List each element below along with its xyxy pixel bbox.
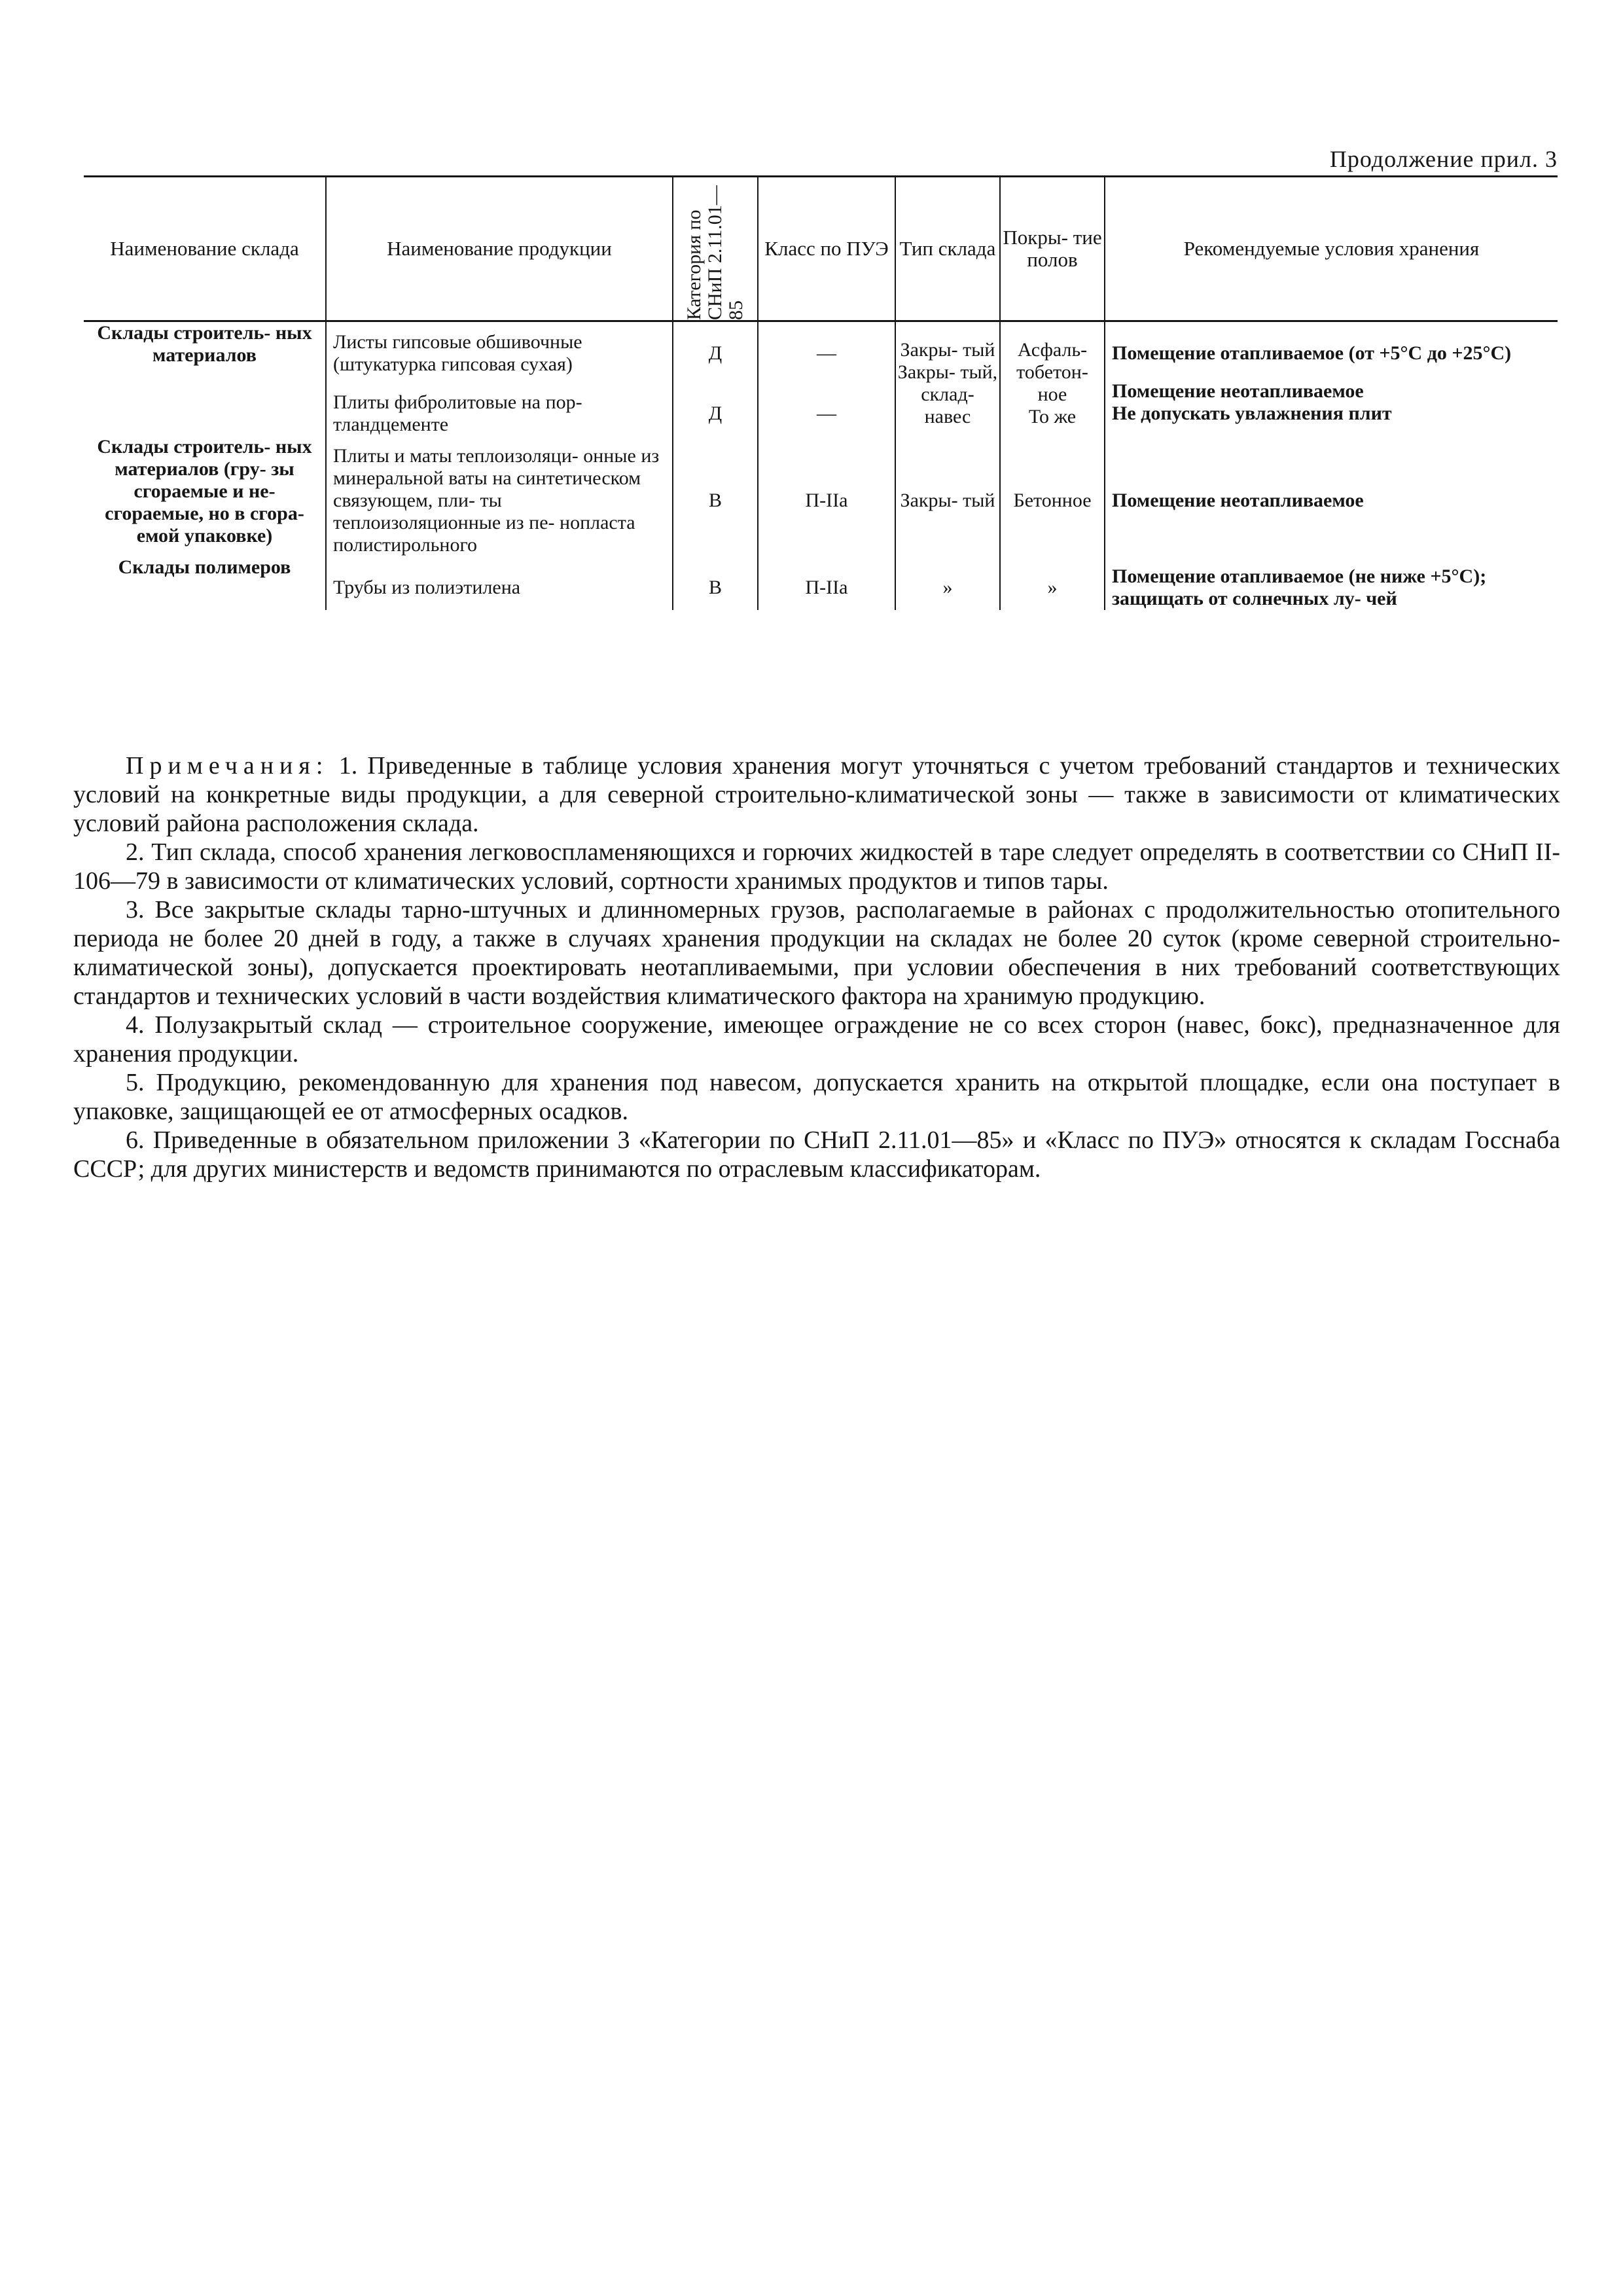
warehouse-cell: Склады строитель- ных материалов	[97, 322, 312, 366]
note-paragraph: 5. Продукцию, рекомендованную для хранения под навесом, допускается хранить на открытой площадке, если она поступает в упаковке, защищающей ее от атмосферных осадков.	[73, 1069, 1560, 1125]
category-cell	[673, 556, 758, 610]
category-value: Д	[708, 403, 722, 424]
note-paragraph: 2. Тип склада, способ хранения легковоспламеняющихся и горючих жидкостей в таре следует определять в соответствии со СНиП II-106—79 в зависимости от климатических условий, сортности хранимых продуктов и типов тары.	[73, 838, 1560, 895]
storage-conditions-cell	[1105, 321, 1558, 437]
warehouse-type-value: Закры- тый, склад- навес	[897, 361, 998, 427]
storage-conditions-value: Помещение неотапливаемое	[1112, 490, 1364, 511]
storage-conditions-value: Помещение отапливаемое (не ниже +5°С); защищать от солнечных лу- чей	[1112, 565, 1487, 609]
floor-covering-value: »	[1047, 577, 1058, 598]
warehouse-type-value: »	[942, 577, 953, 598]
header-warehouse-name: Наименование склада	[84, 177, 326, 321]
category-value: Д	[708, 342, 722, 364]
note-paragraph: 3. Все закрытые склады тарно-штучных и длинномерных грузов, располагаемые в районах с продолжительностью отопительного периода не более 20 дней в году, а также в случаях хранения продукции на складах не более 20 суток (кроме северной строительно-климатической зоны), допускается проектировать неотапливаемыми, при условии обеспечения в них требований соответствующих стандартов и технических условий в части воздействия климатического фактора на хранимую продукцию.	[73, 896, 1560, 1010]
product-cell	[326, 321, 673, 437]
storage-conditions-cell	[1105, 556, 1558, 610]
product-name: Трубы из полиэтилена	[333, 577, 521, 598]
pue-class-cell	[758, 556, 895, 610]
table-row	[84, 556, 1558, 610]
warehouse-type-cell	[895, 556, 1000, 610]
header-floor-covering: Покры- тие полов	[1000, 177, 1105, 321]
pue-class-value: П-IIа	[805, 577, 848, 598]
storage-conditions-cell	[1105, 436, 1558, 556]
pue-class-value: —	[817, 342, 836, 364]
floor-covering-value: Асфаль- тобетон- ное	[1016, 339, 1088, 405]
warehouse-type-value: Закры- тый	[900, 490, 995, 511]
warehouse-cell: Склады строитель- ных материалов (гру- зы сгораемые и не- сгораемые, но в сгора- емой упаковке)	[97, 436, 312, 547]
header-category-text: Категория по СНиП 2.11.01—85	[683, 185, 747, 320]
storage-conditions-extra: Не допускать увлажнения плит	[1112, 403, 1392, 424]
pue-class-cell	[758, 321, 895, 437]
notes-title: Примечания:	[126, 752, 329, 780]
storage-conditions-value: Помещение отапливаемое (от +5°С до +25°С)	[1112, 342, 1512, 364]
note-text: 1. Приведенные в таблице условия хранения могут уточняться с учетом требований стандартов и технических условий на конкретные виды продукции, а для северной строительно-климатической зоны — также в зависимости от климатических условий района расположения склада.	[73, 752, 1560, 837]
header-pue-class: Класс по ПУЭ	[758, 177, 895, 321]
pue-class-cell	[758, 436, 895, 556]
note-paragraph: 6. Приведенные в обязательном приложении 3 «Категории по СНиП 2.11.01—85» и «Класс по ПУЭ» относятся к складам Госснаба СССР; для других министерств и ведомств принимаются по отраслевым классификаторам.	[73, 1126, 1560, 1183]
category-cell	[673, 436, 758, 556]
floor-covering-value: Бетонное	[1013, 490, 1092, 511]
table-header-row	[84, 177, 1558, 321]
floor-covering-cell	[1000, 556, 1105, 610]
pue-class-value: —	[817, 403, 836, 424]
header-product-name: Наименование продукции	[326, 177, 673, 321]
storage-conditions-value: Помещение неотапливаемое	[1112, 380, 1364, 402]
category-cell	[673, 321, 758, 437]
notes-section	[73, 751, 1560, 1183]
warehouse-cell: Склады полимеров	[118, 556, 291, 578]
pue-class-value: П-IIа	[805, 490, 848, 511]
note-paragraph: 4. Полузакрытый склад — строительное сооружение, имеющее ограждение не со всех сторон (навес, бокс), предназначенное для хранения продукции.	[73, 1011, 1560, 1067]
warehouse-type-cell	[895, 321, 1000, 437]
table-row	[84, 436, 1558, 556]
product-name: Листы гипсовые обшивочные (штукатурка гипсовая сухая)	[333, 331, 582, 375]
header-warehouse-type: Тип склада	[895, 177, 1000, 321]
storage-conditions-table	[84, 175, 1558, 610]
note-paragraph	[73, 751, 1560, 838]
warehouse-type-value: Закры- тый	[900, 339, 995, 361]
header-storage-conditions: Рекомендуемые условия хранения	[1105, 177, 1558, 321]
category-value: В	[708, 577, 722, 598]
warehouse-type-cell	[895, 436, 1000, 556]
floor-covering-cell	[1000, 436, 1105, 556]
floor-covering-value: То же	[1028, 406, 1077, 427]
product-name: Плиты фибролитовые на пор- тландцементе	[333, 391, 582, 435]
floor-covering-cell	[1000, 321, 1105, 437]
product-name: Плиты и маты теплоизоляци- онные из минеральной ваты на синтетическом связующем, пли- ты теплоизоляционные из пе- нопласта полистирольного	[333, 445, 660, 556]
header-category	[673, 177, 758, 321]
product-cell	[326, 436, 673, 556]
product-cell	[326, 556, 673, 610]
page-continuation-label: Продолжение прил. 3	[1329, 146, 1558, 172]
table-row	[84, 321, 1558, 437]
category-value: В	[708, 490, 722, 511]
